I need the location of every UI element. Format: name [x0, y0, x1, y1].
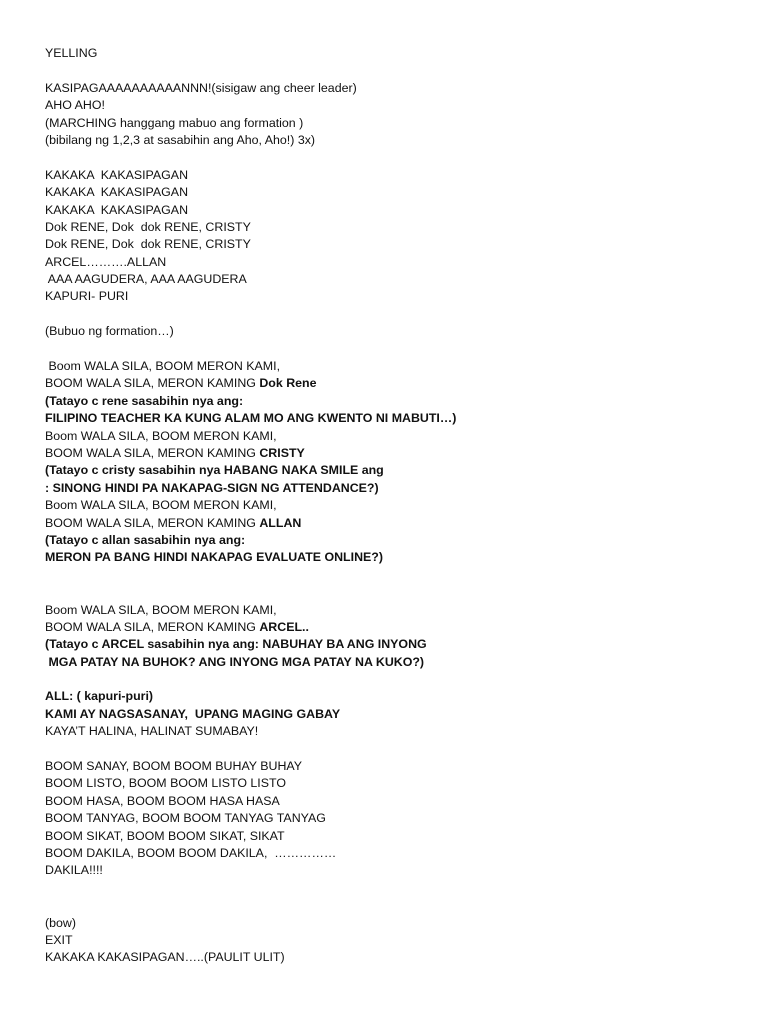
text-line	[45, 497, 745, 514]
text-line	[45, 949, 745, 966]
text-line	[45, 706, 745, 723]
blank-line	[45, 306, 745, 323]
line-text: (Bubuo ng formation…)	[45, 324, 174, 339]
line-text: BOOM LISTO, BOOM BOOM LISTO LISTO	[45, 776, 286, 791]
line-bold-name: CRISTY	[259, 445, 305, 460]
line-text: MGA PATAY NA BUHOK? ANG INYONG MGA PATAY NA KUKO?)	[45, 654, 425, 669]
text-line	[45, 323, 745, 340]
line-text: YELLING	[45, 46, 98, 60]
blank-line	[45, 567, 745, 584]
line-bold-name: ALLAN	[259, 515, 302, 530]
line-text: (Tatayo c cristy sasabihin nya HABANG NAKA SMILE ang	[45, 463, 384, 478]
blank-line	[45, 880, 745, 897]
text-line	[45, 845, 745, 862]
line-text: FILIPINO TEACHER KA KUNG ALAM MO ANG KWENTO NI MABUTI…)	[45, 411, 457, 426]
text-line	[45, 97, 745, 114]
line-text: BOOM WALA SILA, MERON KAMING	[45, 445, 260, 460]
line-text: AHO AHO!	[45, 98, 105, 113]
line-text: : SINONG HINDI PA NAKAPAG-SIGN NG ATTENDANCE?)	[45, 480, 379, 495]
text-line	[45, 132, 745, 149]
line-text: BOOM SANAY, BOOM BOOM BUHAY BUHAY	[45, 759, 303, 774]
line-bold-name: Dok Rene	[259, 376, 317, 391]
line-text: Boom WALA SILA, BOOM MERON KAMI,	[45, 359, 281, 374]
text-line	[45, 271, 745, 288]
text-line	[45, 375, 745, 392]
line-text: AAA AAGUDERA, AAA AAGUDERA	[45, 272, 247, 287]
line-text: (Tatayo c allan sasabihin nya ang:	[45, 532, 246, 547]
text-line	[45, 932, 745, 949]
text-line	[45, 219, 745, 236]
text-line	[45, 358, 745, 375]
line-text: KAKAKA KAKASIPAGAN	[45, 185, 189, 200]
line-bold-name: ARCEL..	[259, 619, 309, 634]
text-line	[45, 115, 745, 132]
text-line	[45, 549, 745, 566]
text-line	[45, 602, 745, 619]
line-text: BOOM TANYAG, BOOM BOOM TANYAG TANYAG	[45, 811, 326, 826]
line-text: (Tatayo c ARCEL sasabihin nya ang: NABUHAY BA ANG INYONG	[45, 637, 427, 652]
text-line	[45, 619, 745, 636]
line-text: EXIT	[45, 932, 73, 947]
text-line	[45, 202, 745, 219]
line-text: BOOM WALA SILA, MERON KAMING	[45, 619, 260, 634]
text-line	[45, 462, 745, 479]
text-line	[45, 688, 745, 705]
text-line	[45, 532, 745, 549]
line-text: (Tatayo c rene sasabihin nya ang:	[45, 393, 244, 408]
text-line	[45, 288, 745, 305]
blank-line	[45, 741, 745, 758]
text-line	[45, 828, 745, 845]
line-text: KAKAKA KAKASIPAGAN	[45, 167, 189, 182]
text-line	[45, 636, 745, 653]
text-line	[45, 480, 745, 497]
text-line	[45, 184, 745, 201]
line-text: BOOM WALA SILA, MERON KAMING	[45, 376, 260, 391]
line-text: BOOM SIKAT, BOOM BOOM SIKAT, SIKAT	[45, 828, 285, 843]
line-text: KAPURI- PURI	[45, 289, 129, 304]
text-line	[45, 793, 745, 810]
line-text: KASIPAGAAAAAAAAAANNN!(sisigaw ang cheer leader)	[45, 80, 357, 95]
blank-line	[45, 584, 745, 601]
line-text: Boom WALA SILA, BOOM MERON KAMI,	[45, 428, 277, 443]
line-text: BOOM DAKILA, BOOM BOOM DAKILA, ……………	[45, 845, 337, 860]
text-line	[45, 775, 745, 792]
blank-line	[45, 341, 745, 358]
text-line	[45, 45, 745, 62]
blank-line	[45, 671, 745, 688]
line-text: DAKILA!!!!	[45, 863, 103, 878]
text-line	[45, 758, 745, 775]
line-text: ARCEL……….ALLAN	[45, 254, 167, 269]
document-body	[45, 45, 745, 967]
line-text: KAKAKA KAKASIPAGAN	[45, 202, 189, 217]
text-line	[45, 723, 745, 740]
blank-line	[45, 897, 745, 914]
text-line	[45, 236, 745, 253]
text-line	[45, 410, 745, 427]
blank-line	[45, 149, 745, 166]
text-line	[45, 810, 745, 827]
text-line	[45, 167, 745, 184]
text-line	[45, 915, 745, 932]
text-line	[45, 515, 745, 532]
line-text: BOOM WALA SILA, MERON KAMING	[45, 515, 260, 530]
text-line	[45, 80, 745, 97]
text-line	[45, 445, 745, 462]
text-line	[45, 654, 745, 671]
line-text: Boom WALA SILA, BOOM MERON KAMI,	[45, 498, 277, 513]
line-text: ALL: ( kapuri-puri)	[45, 689, 154, 704]
line-text: Dok RENE, Dok dok RENE, CRISTY	[45, 237, 251, 252]
text-line	[45, 862, 745, 879]
line-text: KAMI AY NAGSASANAY, UPANG MAGING GABAY	[45, 706, 341, 721]
line-text: MERON PA BANG HINDI NAKAPAG EVALUATE ONLINE?)	[45, 550, 383, 565]
line-text: Dok RENE, Dok dok RENE, CRISTY	[45, 219, 251, 234]
text-line	[45, 254, 745, 271]
line-text: (bow)	[45, 915, 76, 930]
text-line	[45, 393, 745, 410]
line-text: BOOM HASA, BOOM BOOM HASA HASA	[45, 793, 280, 808]
line-text: (MARCHING hanggang mabuo ang formation )	[45, 115, 304, 130]
blank-line	[45, 62, 745, 79]
text-line	[45, 428, 745, 445]
line-text: (bibilang ng 1,2,3 at sasabihin ang Aho, Aho!) 3x)	[45, 132, 316, 147]
line-text: Boom WALA SILA, BOOM MERON KAMI,	[45, 602, 277, 617]
line-text: KAKAKA KAKASIPAGAN…..(PAULIT ULIT)	[45, 950, 285, 965]
line-text: KAYA’T HALINA, HALINAT SUMABAY!	[45, 724, 259, 739]
